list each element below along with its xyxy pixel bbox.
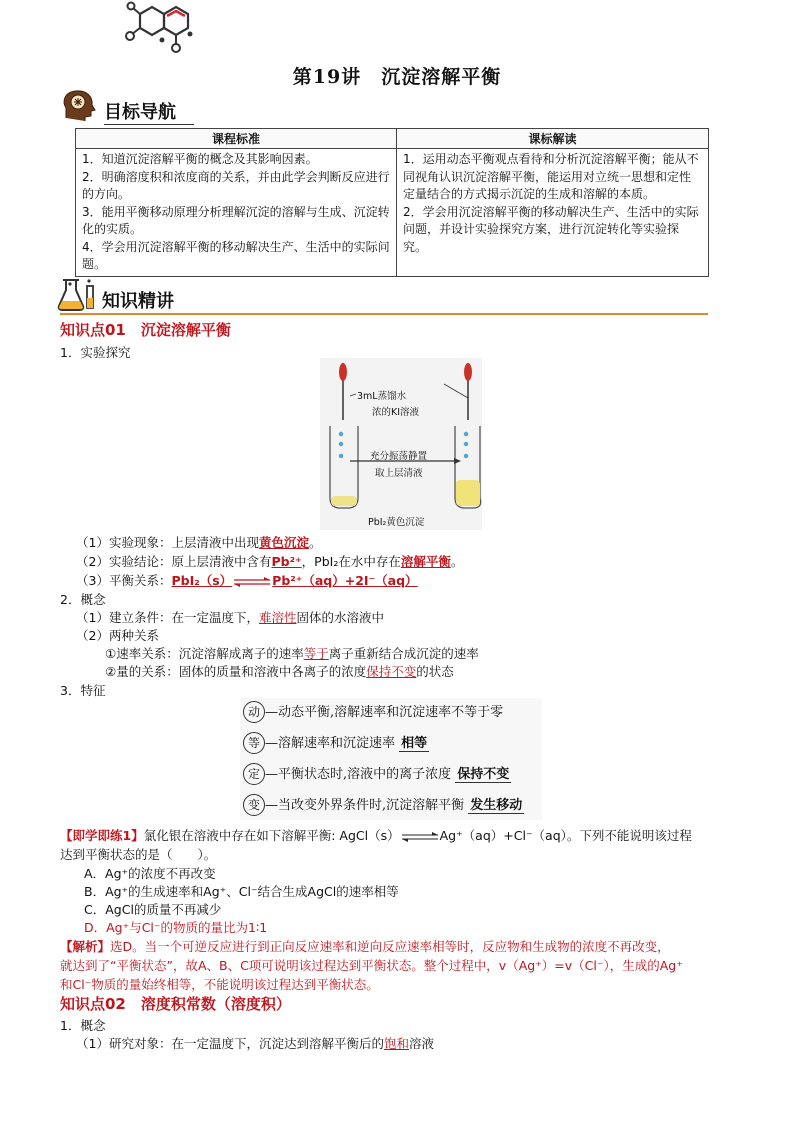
text: ，PbI₂在水中存在 [301, 554, 401, 569]
label-take-supernatant: 取上层清液 [375, 468, 423, 479]
experiment-drawing [320, 358, 482, 530]
concept-heading: 2．概念 [60, 592, 106, 607]
highlight: 等于 [303, 646, 329, 661]
exp-conclusion [76, 552, 463, 570]
feature-key: 保持不变 [457, 767, 510, 782]
feature-key: 相等 [401, 736, 428, 751]
highlight: 饱和 [383, 1036, 409, 1051]
molecule-logo [118, 0, 198, 62]
experiment-figure [320, 358, 482, 530]
knowledge-point-1-title: 知识点01 沉淀溶解平衡 [60, 321, 231, 339]
label-pbi2-precipitate: PbI₂黄色沉淀 [368, 517, 425, 528]
highlight: 难溶性 [258, 610, 297, 625]
label-shake: 充分振荡静置 [370, 451, 428, 462]
feature-fixed [243, 763, 511, 785]
practice-question-line2: 达到平衡状态的是（ ）。 [60, 847, 217, 862]
text: ②量的关系：固体的质量和溶液中各离子的浓度 [105, 664, 367, 679]
section-underline [104, 124, 194, 125]
highlight: Pb²⁺（aq）+2I⁻（aq） [272, 573, 418, 588]
goal-item: 3．能用平衡移动原理分析理解沉淀的溶解与生成、沉淀转化的实质。 [82, 204, 390, 236]
feature-text: —动态平衡,溶解速率和沉淀速率不等于零 [265, 705, 504, 720]
goals-header-standard: 课程标准 [76, 129, 397, 149]
answer-line3: 和Cl⁻物质的量始终相等，不能说明该过程达到平衡状态。 [60, 977, 379, 992]
equilibrium-arrows-icon [400, 831, 440, 843]
feature-char: 定 [243, 763, 265, 785]
feature-dynamic [243, 701, 503, 723]
label-distilled-water: 3mL蒸馏水 [357, 391, 407, 402]
section-title-knowledge: 知识精讲 [102, 291, 174, 312]
document-title: 第19讲 沉淀溶解平衡 [292, 66, 502, 88]
kp2-object [76, 1034, 434, 1052]
concept-rate-relation [105, 644, 479, 662]
text: （2）实验结论：原上层清液中含有 [76, 554, 272, 569]
goal-item: 2．明确溶度积和浓度商的关系，并由此学会判断反应进行的方向。 [82, 169, 390, 201]
text: ①速率关系：沉淀溶解成离子的速率 [105, 646, 304, 661]
goal-item: 1．运用动态平衡观点看待和分析沉淀溶解平衡；能从不同视角认识沉淀溶解平衡，能运用对立统一思想和定性定量结合的方式揭示沉淀的生成和溶解的本质。 [403, 152, 699, 201]
text: （3）平衡关系： [76, 573, 172, 588]
text: 离子重新结合成沉淀的速率 [328, 646, 479, 661]
feature-text: —当改变外界条件时,沉淀溶解平衡 [265, 798, 465, 813]
goals-standard-cell [76, 149, 397, 277]
highlight: 保持不变 [366, 664, 417, 679]
highlight: Pb²⁺ [271, 554, 302, 569]
text: 的状态 [416, 664, 454, 679]
feature-char: 变 [243, 794, 265, 816]
exp-heading: 1．实验探究 [60, 345, 131, 360]
goal-item: 4．学会用沉淀溶解平衡的移动解决生产、生活中的实际问题。 [82, 239, 390, 271]
text: 溶液 [408, 1036, 434, 1051]
text: 选D。当一个可逆反应进行到正向反应速率和逆向反应速率相等时，反应物和生成物的浓度不再改变， [110, 939, 670, 954]
highlight: PbI₂（s） [171, 573, 233, 588]
feature-char: 等 [243, 732, 265, 754]
option-a: A．Ag⁺的浓度不再改变 [84, 866, 216, 881]
goals-interpretation-cell [397, 149, 709, 277]
practice-question [60, 826, 692, 844]
section-rule [60, 313, 708, 315]
concept-amount-relation [105, 662, 454, 680]
highlight: 溶解平衡 [400, 554, 451, 569]
text: 氯化银在溶液中存在如下溶解平衡: AgCl（s） [143, 828, 400, 843]
practice-tag: 【即学即练1】 [60, 828, 144, 843]
label-ki-solution: 浓的KI溶液 [372, 407, 420, 418]
feature-change [243, 794, 524, 816]
knowledge-point-2-title: 知识点02 溶度积常数（溶度积） [60, 995, 291, 1013]
text: （1）实验现象：上层清液中出现 [76, 535, 259, 550]
section-title-goals: 目标导航 [104, 102, 176, 123]
kp2-heading: 1．概念 [60, 1018, 106, 1033]
text: 。 [308, 535, 322, 550]
concept-relations: （2）两种关系 [76, 628, 159, 643]
highlight: 黄色沉淀 [258, 535, 309, 550]
feature-text: —平衡状态时,溶液中的离子浓度 [265, 767, 452, 782]
feature-key: 发生移动 [470, 798, 523, 813]
answer-line1 [60, 937, 670, 955]
text: Ag⁺（aq）+Cl⁻（aq）。下列不能说明该过程 [439, 828, 692, 843]
features-heading: 3．特征 [60, 683, 106, 698]
goal-item: 2．学会用沉淀溶解平衡的移动解决生产、生活中的实际问题，并设计实验探究方案，进行沉淀转化等实验探究。 [403, 204, 699, 254]
option-b: B．Ag⁺的生成速率和Ag⁺、Cl⁻结合生成AgCl的速率相等 [84, 884, 399, 899]
exp-equilibrium [76, 571, 418, 589]
goals-header-interpretation: 课标解读 [397, 129, 709, 149]
text: 固体的水溶液中 [296, 610, 384, 625]
exp-observation [76, 533, 322, 551]
option-d: D．Ag⁺与Cl⁻的物质的量比为1∶1 [84, 920, 268, 935]
text: （1）建立条件：在一定温度下， [76, 610, 259, 625]
option-c: C．AgCl的质量不再减少 [84, 902, 222, 917]
flask-icon [56, 276, 98, 312]
feature-equal [243, 732, 429, 754]
goal-item: 1．知道沉淀溶解平衡的概念及其影响因素。 [82, 152, 318, 166]
feature-char: 动 [243, 701, 265, 723]
head-brain-icon [60, 88, 98, 122]
goals-table [75, 128, 709, 277]
feature-text: —溶解速率和沉淀速率 [265, 736, 396, 751]
text: 。 [450, 554, 464, 569]
concept-condition [76, 608, 384, 626]
text: （1）研究对象：在一定温度下，沉淀达到溶解平衡后的 [76, 1036, 384, 1051]
answer-line2: 就达到了“平衡状态”，故A、B、C项可说明该过程达到平衡状态。整个过程中，v（Ag⁺）=v（Cl⁻），生成的Ag⁺ [60, 958, 683, 973]
answer-tag: 【解析】 [60, 939, 111, 954]
equilibrium-arrows-icon [232, 576, 272, 588]
